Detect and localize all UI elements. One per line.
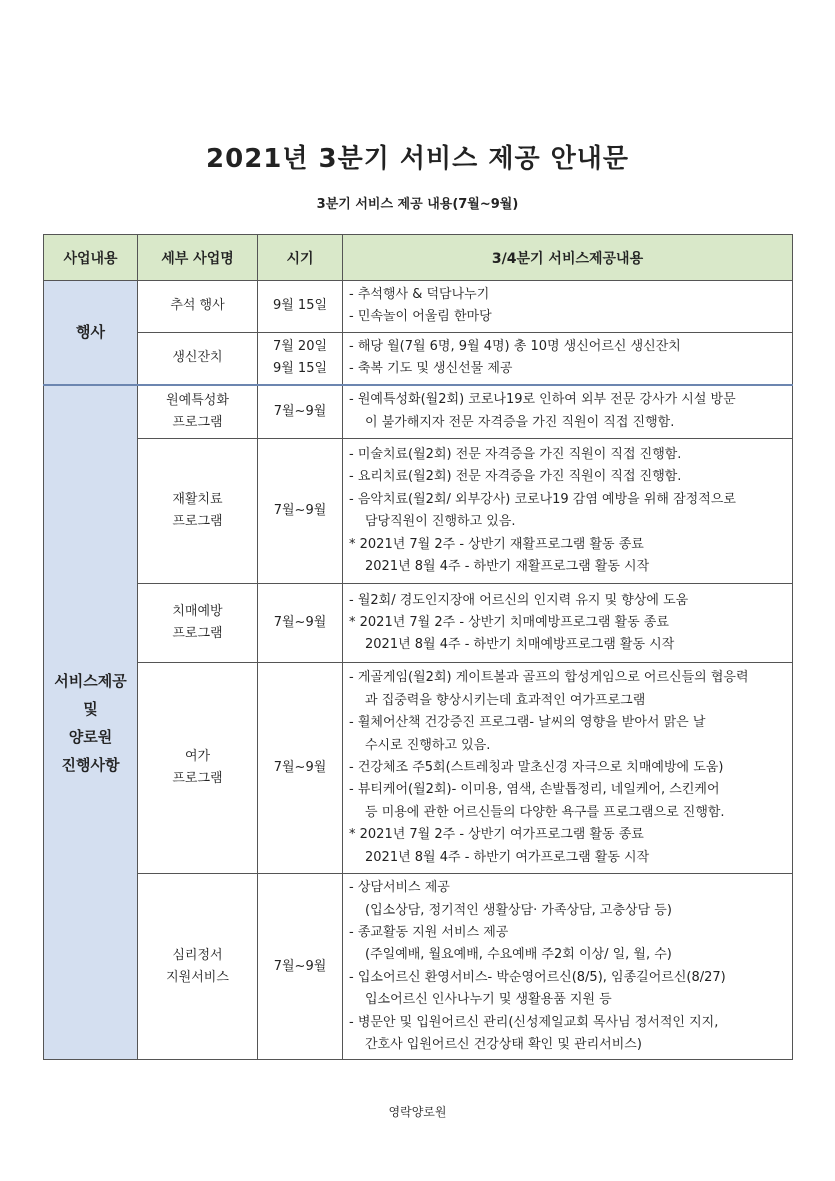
text-line: 서비스제공: [54, 671, 127, 690]
text-line: 7월~9월: [273, 615, 327, 631]
page-subtitle: 3분기 서비스 제공 내용(7월~9월): [316, 197, 519, 212]
text-line: - 뷰티케어(월2회)- 이미용, 염색, 손발톱정리, 네일케어, 스킨케어: [349, 782, 720, 798]
text-line: 재활치료: [172, 492, 223, 508]
text-line: 진행사항: [61, 755, 120, 774]
text-line: 7월 20일: [272, 339, 328, 355]
content-cell: [343, 439, 793, 584]
text-line: - 미술치료(월2회) 전문 자격증을 가진 직원이 직접 진행함.: [349, 446, 682, 462]
text-line: 9월 15일: [272, 298, 328, 314]
text-line: - 휠체어산책 건강증진 프로그램- 날씨의 영향을 받아서 맑은 날: [349, 715, 706, 731]
text-line: * 2021년 7월 2주 - 상반기 여가프로그램 활동 종료: [349, 827, 644, 843]
text-line: 2021년 8월 4주 - 하반기 재활프로그램 활동 시작: [365, 558, 650, 574]
table-row: [44, 385, 793, 439]
text-line: 지원서비스: [166, 969, 229, 985]
text-line: (입소상담, 정기적인 생활상담· 가족상담, 고충상담 등): [365, 902, 672, 918]
text-line: - 입소어르신 환영서비스- 박순영어르신(8/5), 임종길어르신(8/27): [349, 969, 726, 985]
text-line: 7월~9월: [273, 503, 327, 519]
period-cell: [258, 584, 343, 663]
period-cell: [258, 332, 343, 384]
text-line: - 게골게임(월2회) 게이트볼과 골프의 합성게임으로 어르신들의 협응력: [349, 670, 749, 686]
content-cell: [343, 281, 793, 333]
page-title: 2021년 3분기 서비스 제공 안내문: [206, 144, 629, 174]
text-line: 추석 행사: [170, 298, 225, 314]
text-line: - 월2회/ 경도인지장애 어르신의 인지력 유지 및 향상에 도움: [349, 592, 689, 608]
header-detail: 세부 사업명: [138, 235, 258, 281]
text-line: 등 미용에 관한 어르신들의 다양한 욕구를 프로그램으로 진행함.: [365, 804, 725, 820]
service-table: [43, 234, 793, 1060]
text-line: - 건강체조 주5회(스트레칭과 말초신경 자극으로 치매예방에 도움): [349, 759, 724, 775]
text-line: 2021년 8월 4주 - 하반기 치매예방프로그램 활동 시작: [365, 637, 675, 653]
detail-name-cell: [138, 663, 258, 874]
header-content: 3/4분기 서비스제공내용: [343, 235, 793, 281]
content-cell: [343, 663, 793, 874]
detail-name-cell: [138, 385, 258, 439]
content-cell: [343, 874, 793, 1060]
period-cell: [258, 385, 343, 439]
content-cell: [343, 584, 793, 663]
category-cell: [44, 385, 138, 1060]
detail-name-cell: [138, 281, 258, 333]
text-line: 7월~9월: [273, 958, 327, 974]
text-line: - 상담서비스 제공: [349, 880, 450, 896]
table-row: [44, 663, 793, 874]
text-line: 프로그램: [172, 514, 223, 530]
detail-name-cell: [138, 584, 258, 663]
period-cell: [258, 439, 343, 584]
text-line: 간호사 입원어르신 건강상태 확인 및 관리서비스): [365, 1036, 642, 1052]
text-line: - 요리치료(월2회) 전문 자격증을 가진 직원이 직접 진행함.: [349, 469, 682, 485]
footer-org: 영락양로원: [388, 1105, 447, 1119]
text-line: - 병문안 및 입원어르신 관리(신성제일교회 목사님 정서적인 지지,: [349, 1014, 719, 1030]
content-cell: [343, 385, 793, 439]
text-line: * 2021년 7월 2주 - 상반기 치매예방프로그램 활동 종료: [349, 614, 669, 630]
table-header-row: [44, 235, 793, 281]
header-category: 사업내용: [44, 235, 138, 281]
text-line: (주일예배, 월요예배, 수요예배 주2회 이상/ 일, 월, 수): [365, 947, 672, 963]
text-line: 과 집중력을 향상시키는데 효과적인 여가프로그램: [365, 692, 646, 708]
text-line: 생신잔치: [172, 350, 223, 366]
text-line: - 축복 기도 및 생신선물 제공: [349, 361, 513, 377]
text-line: 원예특성화: [166, 392, 229, 408]
period-cell: [258, 663, 343, 874]
text-line: 심리정서: [172, 947, 223, 963]
period-cell: [258, 874, 343, 1060]
text-line: - 추석행사 & 덕담나누기: [349, 287, 490, 302]
period-cell: [258, 281, 343, 333]
text-line: * 2021년 7월 2주 - 상반기 재활프로그램 활동 종료: [349, 536, 644, 552]
table-row: [44, 874, 793, 1060]
text-line: 프로그램: [172, 771, 223, 787]
text-line: 담당직원이 진행하고 있음.: [365, 514, 516, 530]
header-period: 시기: [258, 235, 343, 281]
table-row: [44, 584, 793, 663]
table-row: [44, 281, 793, 333]
text-line: 및: [83, 699, 98, 718]
text-line: 9월 15일: [272, 361, 328, 377]
table-row: [44, 332, 793, 384]
category-cell: 행사: [44, 281, 138, 385]
text-line: - 음악치료(월2회/ 외부강사) 코로나19 감염 예방을 위해 잠정적으로: [349, 491, 736, 507]
text-line: - 종교활동 지원 서비스 제공: [349, 924, 509, 940]
text-line: 이 불가해지자 전문 자격증을 가진 직원이 직접 진행함.: [365, 414, 675, 430]
detail-name-cell: [138, 874, 258, 1060]
detail-name-cell: [138, 332, 258, 384]
text-line: - 해당 월(7월 6명, 9월 4명) 총 10명 생신어르신 생신잔치: [349, 338, 681, 354]
text-line: 여가: [184, 749, 211, 765]
text-line: 수시로 진행하고 있음.: [365, 737, 491, 753]
text-line: - 민속놀이 어울림 한마당: [349, 309, 492, 325]
text-line: 입소어르신 인사나누기 및 생활용품 지원 등: [365, 992, 612, 1008]
text-line: 7월~9월: [273, 403, 327, 419]
text-line: 치매예방: [172, 604, 223, 620]
text-line: 프로그램: [172, 414, 223, 430]
text-line: - 원예특성화(월2회) 코로나19로 인하여 외부 전문 강사가 시설 방문: [349, 392, 736, 408]
text-line: 프로그램: [172, 626, 223, 642]
detail-name-cell: [138, 439, 258, 584]
text-line: 7월~9월: [273, 760, 327, 776]
text-line: 2021년 8월 4주 - 하반기 여가프로그램 활동 시작: [365, 849, 650, 865]
table-row: [44, 439, 793, 584]
text-line: 양로원: [68, 727, 113, 746]
content-cell: [343, 332, 793, 384]
